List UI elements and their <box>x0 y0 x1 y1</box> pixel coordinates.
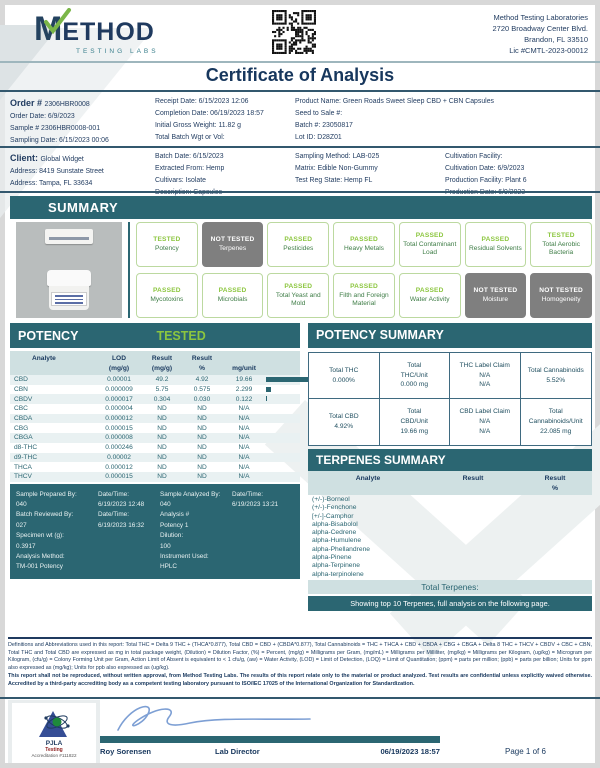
analyte-name: THCA <box>14 463 32 471</box>
terpene-row: (+/-)-Fenchone <box>312 504 357 512</box>
disclaimer-block <box>8 637 592 688</box>
analysis-detail-cell: Specimen wt (g): <box>16 532 64 540</box>
badge-status: TESTED <box>153 236 181 244</box>
analyte-name: CBDV <box>14 395 33 403</box>
potency-column-header: mg/unit <box>232 364 256 372</box>
potency-column-header: LOD (mg/g) <box>108 355 130 372</box>
terpene-row: alpha-Humulene <box>312 537 362 545</box>
product-jar-image <box>47 270 91 310</box>
result-mgg-value: 0.304 <box>153 395 171 403</box>
analysis-detail-cell: Date/Time: <box>232 490 264 498</box>
analysis-detail-cell: Instrument Used: <box>160 553 209 561</box>
analysis-detail-cell: HPLC <box>160 563 178 571</box>
client-field <box>10 151 155 166</box>
field-value: LAB-025 <box>352 153 380 160</box>
potency-row <box>10 462 300 472</box>
terpenes-column-headers <box>308 471 592 495</box>
badge-status: PASSED <box>415 232 444 240</box>
pjla-accreditation-number: Accreditation #111822 <box>31 752 77 758</box>
potency-summary-cell: Total Cannabinoids 5.52% <box>521 353 592 399</box>
lod-value: 0.000015 <box>105 424 133 432</box>
analysis-detail-cell: 040 <box>160 501 171 509</box>
field-label: Batch #: <box>295 121 323 129</box>
field-label: Sample # <box>10 125 42 133</box>
analyte-name: CBN <box>14 386 28 394</box>
signature-underline-bar <box>100 736 440 743</box>
summary-badge-pesticides <box>267 222 329 267</box>
field-value: Hemp FL <box>344 176 373 184</box>
field-value: Tampa, FL 33634 <box>38 180 93 188</box>
result-pct-value: ND <box>197 473 207 481</box>
field-label: Sampling Date: <box>10 137 60 145</box>
method-logo <box>34 12 159 55</box>
result-mgg-value: ND <box>157 453 167 461</box>
badge-status: PASSED <box>152 287 181 295</box>
divider <box>0 61 600 63</box>
summary-badge-heavy-metals <box>333 222 395 267</box>
terpene-row: alpha-Bisabolol <box>312 520 358 528</box>
field-label: Product Name: <box>295 98 343 105</box>
summary-badge-microbials <box>202 273 264 318</box>
analyte-name: CBDA <box>14 415 33 423</box>
field-label: Total Batch Wgt or Vol: <box>155 133 225 141</box>
summary-badge-residual-solvents <box>465 222 527 267</box>
badge-status: NOT TESTED <box>210 236 255 244</box>
order-field <box>295 108 585 120</box>
field-value: Plant 6 <box>505 176 527 184</box>
analysis-detail-cell: 027 <box>16 521 27 529</box>
badge-status: PASSED <box>415 287 444 295</box>
lab-address-line: 2720 Broadway Center Blvd. <box>492 23 588 33</box>
badge-label: Potency <box>154 245 179 253</box>
potency-row <box>10 443 300 453</box>
potency-column-header: Result % <box>191 355 213 372</box>
badge-label: Filth and Foreign Material <box>339 292 389 307</box>
field-label: Completion Date: <box>155 109 211 117</box>
summary-badge-moisture <box>465 273 527 318</box>
potency-section-header <box>10 323 300 348</box>
info-column <box>10 96 155 147</box>
lod-value: 0.00002 <box>107 453 131 461</box>
field-value: 6/9/2023 <box>47 113 75 121</box>
definitions-text: Definitions and Abbreviations used in this report: Total THC = Delta 9 THC + (THCA*0.877), Total CBD = CBD + (CBDA*0.877), Total Cannabinoids = THC + THCA + CBD + CBDA + CBG + CBGA + Delta 8 THC + THCV + CBDV + CBC + CBN, Total THC and Total CBD are expressed as mg in total package weight, (Dilution) = Dilution Factor, (%) = Percent, (mg/g) = Milligrams per Gram, (mg/mL) = Milligrams per Milliliter, (mg/kg) = Milligrams per Kilogram, (ug/kg) = Microgram per Kilogram, (cfu/g) = Colony Forming Unit per Gram, Action Limit of Absent is equivalent to < 1 cfu/g, (aw) = Water Activity, (LOD) = Limit of Detection, (LOQ) = Limit of Quantitation; (ppm) = parts per million; (ppb) = parts per billion; Units for ppm also expressed as (mg/kg); Units for ppb also expressed as (ug/kg). <box>8 642 592 671</box>
potency-title: POTENCY <box>18 328 79 343</box>
terpenes-column-header: Result <box>462 475 484 482</box>
lod-value: 0.000004 <box>105 405 133 413</box>
terpenes-note: Showing top 10 Terpenes, full analysis on the following page. <box>308 596 592 611</box>
field-label: Seed to Sale #: <box>295 109 343 117</box>
summary-badge-total-contaminant-load <box>399 222 461 267</box>
analysis-detail-cell: TM-001 Potency <box>16 563 63 571</box>
client-field <box>445 163 590 175</box>
result-mgg-value: ND <box>157 424 167 432</box>
result-mgg-value: 49.2 <box>155 376 169 384</box>
badge-label: Moisture <box>482 296 509 304</box>
terpene-row: alpha-Pinene <box>312 554 352 562</box>
field-value: 2306HBR0008-001 <box>41 125 101 133</box>
result-bar-cell <box>266 376 309 383</box>
client-field <box>155 163 295 175</box>
field-label: Cultivation Date: <box>445 164 498 172</box>
client-field <box>10 166 155 178</box>
result-bar <box>266 377 309 382</box>
analysis-detail-cell: Potency 1 <box>160 521 189 529</box>
field-label: Extracted From: <box>155 164 206 172</box>
result-pct-value: 0.575 <box>193 386 211 394</box>
potency-table <box>10 375 300 482</box>
analyte-name: CBD <box>14 376 28 384</box>
potency-column-header: Result (mg/g) <box>151 355 173 372</box>
badge-label: Total Contaminant Load <box>403 241 457 256</box>
order-field <box>295 120 585 132</box>
result-pct-value: ND <box>197 424 207 432</box>
mg-unit-value: N/A <box>238 463 250 471</box>
field-label: Production Facility: <box>445 176 506 184</box>
analyte-name: CBG <box>14 424 29 432</box>
terpenes-summary-header: TERPENES SUMMARY <box>308 449 592 471</box>
badge-status: PASSED <box>350 236 378 244</box>
signature <box>110 700 330 738</box>
potency-summary-cell: CBD Label Claim N/A N/A <box>450 399 521 445</box>
result-mgg-value: ND <box>157 463 167 471</box>
terpenes-column-header: Result % <box>544 475 566 493</box>
result-pct-value: 4.92 <box>195 376 209 384</box>
field-value: 6/15/2023 12:06 <box>198 98 249 105</box>
order-field <box>155 132 295 144</box>
lod-value: 0.000015 <box>105 473 133 481</box>
analyte-name: CBC <box>14 405 28 413</box>
potency-summary-header: POTENCY SUMMARY <box>308 323 592 348</box>
result-bar-cell <box>266 386 300 393</box>
result-pct-value: ND <box>197 415 207 423</box>
potency-row <box>10 423 300 433</box>
terpenes-column-header: Analyte <box>355 475 381 482</box>
summary-badge-total-yeast-and-mold <box>267 273 329 318</box>
potency-status: TESTED <box>156 328 206 343</box>
potency-column-header <box>266 351 300 375</box>
info-column <box>155 96 295 147</box>
mg-unit-value: N/A <box>238 424 250 432</box>
potency-row <box>10 385 300 395</box>
mg-unit-value: N/A <box>238 453 250 461</box>
signer-role: Lab Director <box>215 747 260 756</box>
lod-value: 0.000017 <box>105 395 133 403</box>
analysis-detail-cell: 6/19/2023 13:21 <box>232 501 279 509</box>
client-field <box>445 151 590 163</box>
badge-label: Microbials <box>217 296 248 304</box>
client-field <box>295 175 445 187</box>
page-title: Certificate of Analysis <box>205 65 395 85</box>
field-value: D28Z01 <box>317 133 342 141</box>
badge-label: Residual Solvents <box>469 245 522 253</box>
analyte-name: THCV <box>14 473 32 481</box>
mg-unit-value: N/A <box>238 434 250 442</box>
potency-summary-cell: Total THC 0.000% <box>309 353 380 399</box>
analyte-name: d9-THC <box>14 453 38 461</box>
checkmark-icon <box>42 8 72 34</box>
potency-summary-cell: THC Label Claim N/A N/A <box>450 353 521 399</box>
field-value: Hemp <box>205 164 225 172</box>
badge-label: Homogeneity <box>541 296 581 304</box>
lab-address-line: Lic #CMTL-2023-00012 <box>509 45 588 55</box>
result-pct-value: 0.030 <box>193 395 211 403</box>
badge-label: Pesticides <box>283 245 314 253</box>
field-value: 6/15/2023 <box>192 153 224 160</box>
potency-row <box>10 414 300 424</box>
field-label: Receipt Date: <box>155 98 199 105</box>
badge-label: Heavy Metals <box>344 245 384 253</box>
badge-status: PASSED <box>350 283 378 291</box>
result-mgg-value: ND <box>157 473 167 481</box>
potency-summary-table <box>308 352 592 446</box>
product-photo <box>16 222 122 318</box>
lod-value: 0.00001 <box>107 376 131 384</box>
summary-badge-potency <box>136 222 198 267</box>
analysis-detail-cell: 6/19/2023 12:48 <box>98 501 145 509</box>
pjla-triangle-atom-icon <box>37 709 71 739</box>
result-pct-value: ND <box>197 453 207 461</box>
field-value: Edible Non-Gummy <box>317 164 378 172</box>
terpene-row: alpha-Phellandrene <box>312 545 371 553</box>
order-field <box>295 132 585 144</box>
field-value: 6/9/2023 <box>497 164 525 172</box>
lab-address-block <box>493 13 588 57</box>
analysis-detail-cell: Sample Analyzed By: <box>160 490 221 498</box>
divider <box>0 191 600 193</box>
badge-label: Terpenes <box>219 245 247 253</box>
field-label: Lot ID: <box>295 133 318 141</box>
potency-summary-cell: Total Cannabinoids/Unit 22.085 mg <box>528 408 583 435</box>
logo-subtext: TESTING LABS <box>76 48 159 55</box>
mg-unit-value: 0.122 <box>235 395 253 403</box>
analysis-detail-cell: 0.3917 <box>16 542 36 550</box>
result-mgg-value: ND <box>157 405 167 413</box>
result-pct-value: ND <box>197 463 207 471</box>
lod-value: 0.000012 <box>105 415 133 423</box>
analysis-detail-cell: Analysis # <box>160 511 190 519</box>
divider <box>0 90 600 92</box>
badge-label: Total Aerobic Bacteria <box>542 241 581 256</box>
lod-value: 0.000009 <box>105 386 133 394</box>
analysis-detail-cell: Analysis Method: <box>16 553 65 561</box>
badge-status: NOT TESTED <box>539 287 584 295</box>
field-label: Cultivars: <box>155 176 186 184</box>
potency-column-header: Analyte <box>32 355 56 362</box>
potency-row <box>10 472 300 482</box>
mg-unit-value: N/A <box>238 473 250 481</box>
order-field <box>155 96 295 108</box>
field-value: Isolate <box>185 176 206 184</box>
client-field <box>155 151 295 163</box>
analysis-detail-cell: 040 <box>16 501 27 509</box>
field-label: Address: <box>10 168 40 176</box>
divider <box>0 146 600 148</box>
lab-address-line: Method Testing Laboratories <box>493 13 588 22</box>
badge-status: PASSED <box>218 287 247 295</box>
badge-status: PASSED <box>284 283 313 291</box>
field-value: 2306HBR0008 <box>44 101 90 108</box>
order-field <box>155 108 295 120</box>
mg-unit-value: N/A <box>238 415 250 423</box>
analysis-detail-cell: Batch Reviewed By: <box>16 511 74 519</box>
result-mgg-value: ND <box>157 415 167 423</box>
result-mgg-value: 5.75 <box>155 386 169 394</box>
terpenes-total-row: Total Terpenes: <box>308 580 592 594</box>
analysis-detail-cell: Date/Time: <box>98 511 130 519</box>
order-field <box>155 120 295 132</box>
lod-value: 0.000012 <box>105 463 133 471</box>
field-value: Global Widget <box>40 156 84 163</box>
pjla-subtitle: Testing <box>45 746 63 753</box>
mg-unit-value: 19.66 <box>235 376 253 384</box>
client-field <box>295 163 445 175</box>
analysis-detail-cell: 6/19/2023 16:32 <box>98 521 145 529</box>
badge-status: TESTED <box>547 232 575 240</box>
summary-section-header: SUMMARY <box>10 196 592 219</box>
potency-row <box>10 453 300 463</box>
summary-badges-grid <box>136 222 592 318</box>
summary-badge-terpenes <box>202 222 264 267</box>
result-bar-cell <box>266 396 300 403</box>
badge-status: PASSED <box>481 236 510 244</box>
pjla-accreditation-logo <box>12 703 96 763</box>
field-label: Batch Date: <box>155 153 193 160</box>
field-label: Address: <box>10 180 39 188</box>
mg-unit-value: N/A <box>238 405 250 413</box>
summary-divider-line <box>128 222 130 318</box>
field-label: Order # <box>10 98 45 108</box>
potency-column-headers <box>10 351 300 375</box>
terpene-row: [+/-]-Camphor <box>312 512 354 520</box>
field-value: 23050817 <box>322 121 353 129</box>
terpene-row: (+/-)-Borneol <box>312 496 350 503</box>
logo-text: ETHOD <box>62 18 155 46</box>
potency-summary-cell: Total CBD/Unit 19.66 mg <box>380 399 451 445</box>
field-value: 06/19/2023 18:57 <box>210 109 264 117</box>
analysis-detail-cell: 100 <box>160 542 171 550</box>
summary-badge-total-aerobic-bacteria <box>530 222 592 267</box>
order-field <box>10 111 155 123</box>
client-field <box>295 151 445 163</box>
pjla-name: PJLA <box>45 739 63 747</box>
analysis-detail-cell: Dilution: <box>160 532 184 540</box>
field-label: Test Reg State: <box>295 176 345 184</box>
order-field <box>295 96 585 108</box>
summary-badge-water-activity <box>399 273 461 318</box>
order-field <box>10 96 155 111</box>
terpene-row: alpha-Terpinene <box>312 562 360 570</box>
divider <box>0 697 600 699</box>
signature-datetime: 06/19/2023 18:57 <box>380 747 440 756</box>
legal-text: This report shall not be reproduced, without written approval, from Method Testing Labs. The results of this report relate only to the material or product analyzed. Test results are confidential unless explicitly waived otherwise. Accredited by a third-party accrediting body as a competent testing laboratory pursuant to ISO/IEC 17025 of the International Organization for Standardization. <box>8 673 592 687</box>
terpenes-table <box>308 496 592 579</box>
result-bar <box>266 396 267 401</box>
summary-badge-homogeneity <box>530 273 592 318</box>
terpene-row: alpha-terpinolene <box>312 570 364 578</box>
analysis-detail-cell: Date/Time: <box>98 490 130 498</box>
potency-summary-cell: Total THC/Unit 0.000 mg <box>380 353 451 399</box>
result-pct-value: ND <box>197 434 207 442</box>
field-value: 11.82 g <box>218 121 241 129</box>
field-label: Matrix: <box>295 164 318 172</box>
badge-label: Mycotoxins <box>150 296 184 304</box>
field-label: Sampling Method: <box>295 153 353 160</box>
field-label: Order Date: <box>10 113 48 121</box>
result-bar <box>266 387 271 392</box>
lab-address-line: Brandon, FL 33510 <box>524 34 588 44</box>
lod-value: 0.000246 <box>105 444 133 452</box>
mg-unit-value: 2.299 <box>235 386 253 394</box>
field-value: Green Roads Sweet Sleep CBD + CBN Capsules <box>342 98 494 105</box>
result-mgg-value: ND <box>157 434 167 442</box>
field-value: 8419 Sunstate Street <box>39 168 104 176</box>
analysis-detail-cell: Sample Prepared By: <box>16 490 77 498</box>
order-field <box>10 123 155 135</box>
client-field <box>445 175 590 187</box>
analyte-name: d8-THC <box>14 444 38 452</box>
badge-status: PASSED <box>284 236 313 244</box>
potency-analysis-details <box>10 484 300 579</box>
field-label: Cultivation Facility: <box>445 153 503 160</box>
terpene-row: alpha-Cedrene <box>312 529 357 537</box>
order-info-block <box>10 96 592 147</box>
client-field <box>10 178 155 190</box>
product-tube-image <box>45 229 93 244</box>
badge-label: Total Yeast and Mold <box>275 292 321 307</box>
summary-badge-mycotoxins <box>136 273 198 318</box>
client-field <box>155 175 295 187</box>
field-value: 6/15/2023 00:06 <box>59 137 109 145</box>
signer-name: Roy Sorensen <box>100 747 152 756</box>
potency-row <box>10 375 300 385</box>
info-column <box>295 96 585 147</box>
field-label: Initial Gross Weight: <box>155 121 219 129</box>
result-pct-value: ND <box>197 444 207 452</box>
lod-value: 0.000008 <box>105 434 133 442</box>
mg-unit-value: N/A <box>238 444 250 452</box>
summary-badge-filth-and-foreign-material <box>333 273 395 318</box>
potency-row <box>10 404 300 414</box>
analyte-name: CBGA <box>14 434 33 442</box>
result-mgg-value: ND <box>157 444 167 452</box>
potency-row <box>10 433 300 443</box>
field-label: Client: <box>10 153 41 163</box>
badge-status: NOT TESTED <box>473 287 518 295</box>
page-number: Page 1 of 6 <box>505 747 546 756</box>
qr-code <box>272 10 316 54</box>
potency-row <box>10 394 300 404</box>
badge-label: Water Activity <box>409 296 450 304</box>
result-pct-value: ND <box>197 405 207 413</box>
potency-summary-cell: Total CBD 4.92% <box>309 399 380 445</box>
logo-m-glyph: M <box>34 10 63 48</box>
